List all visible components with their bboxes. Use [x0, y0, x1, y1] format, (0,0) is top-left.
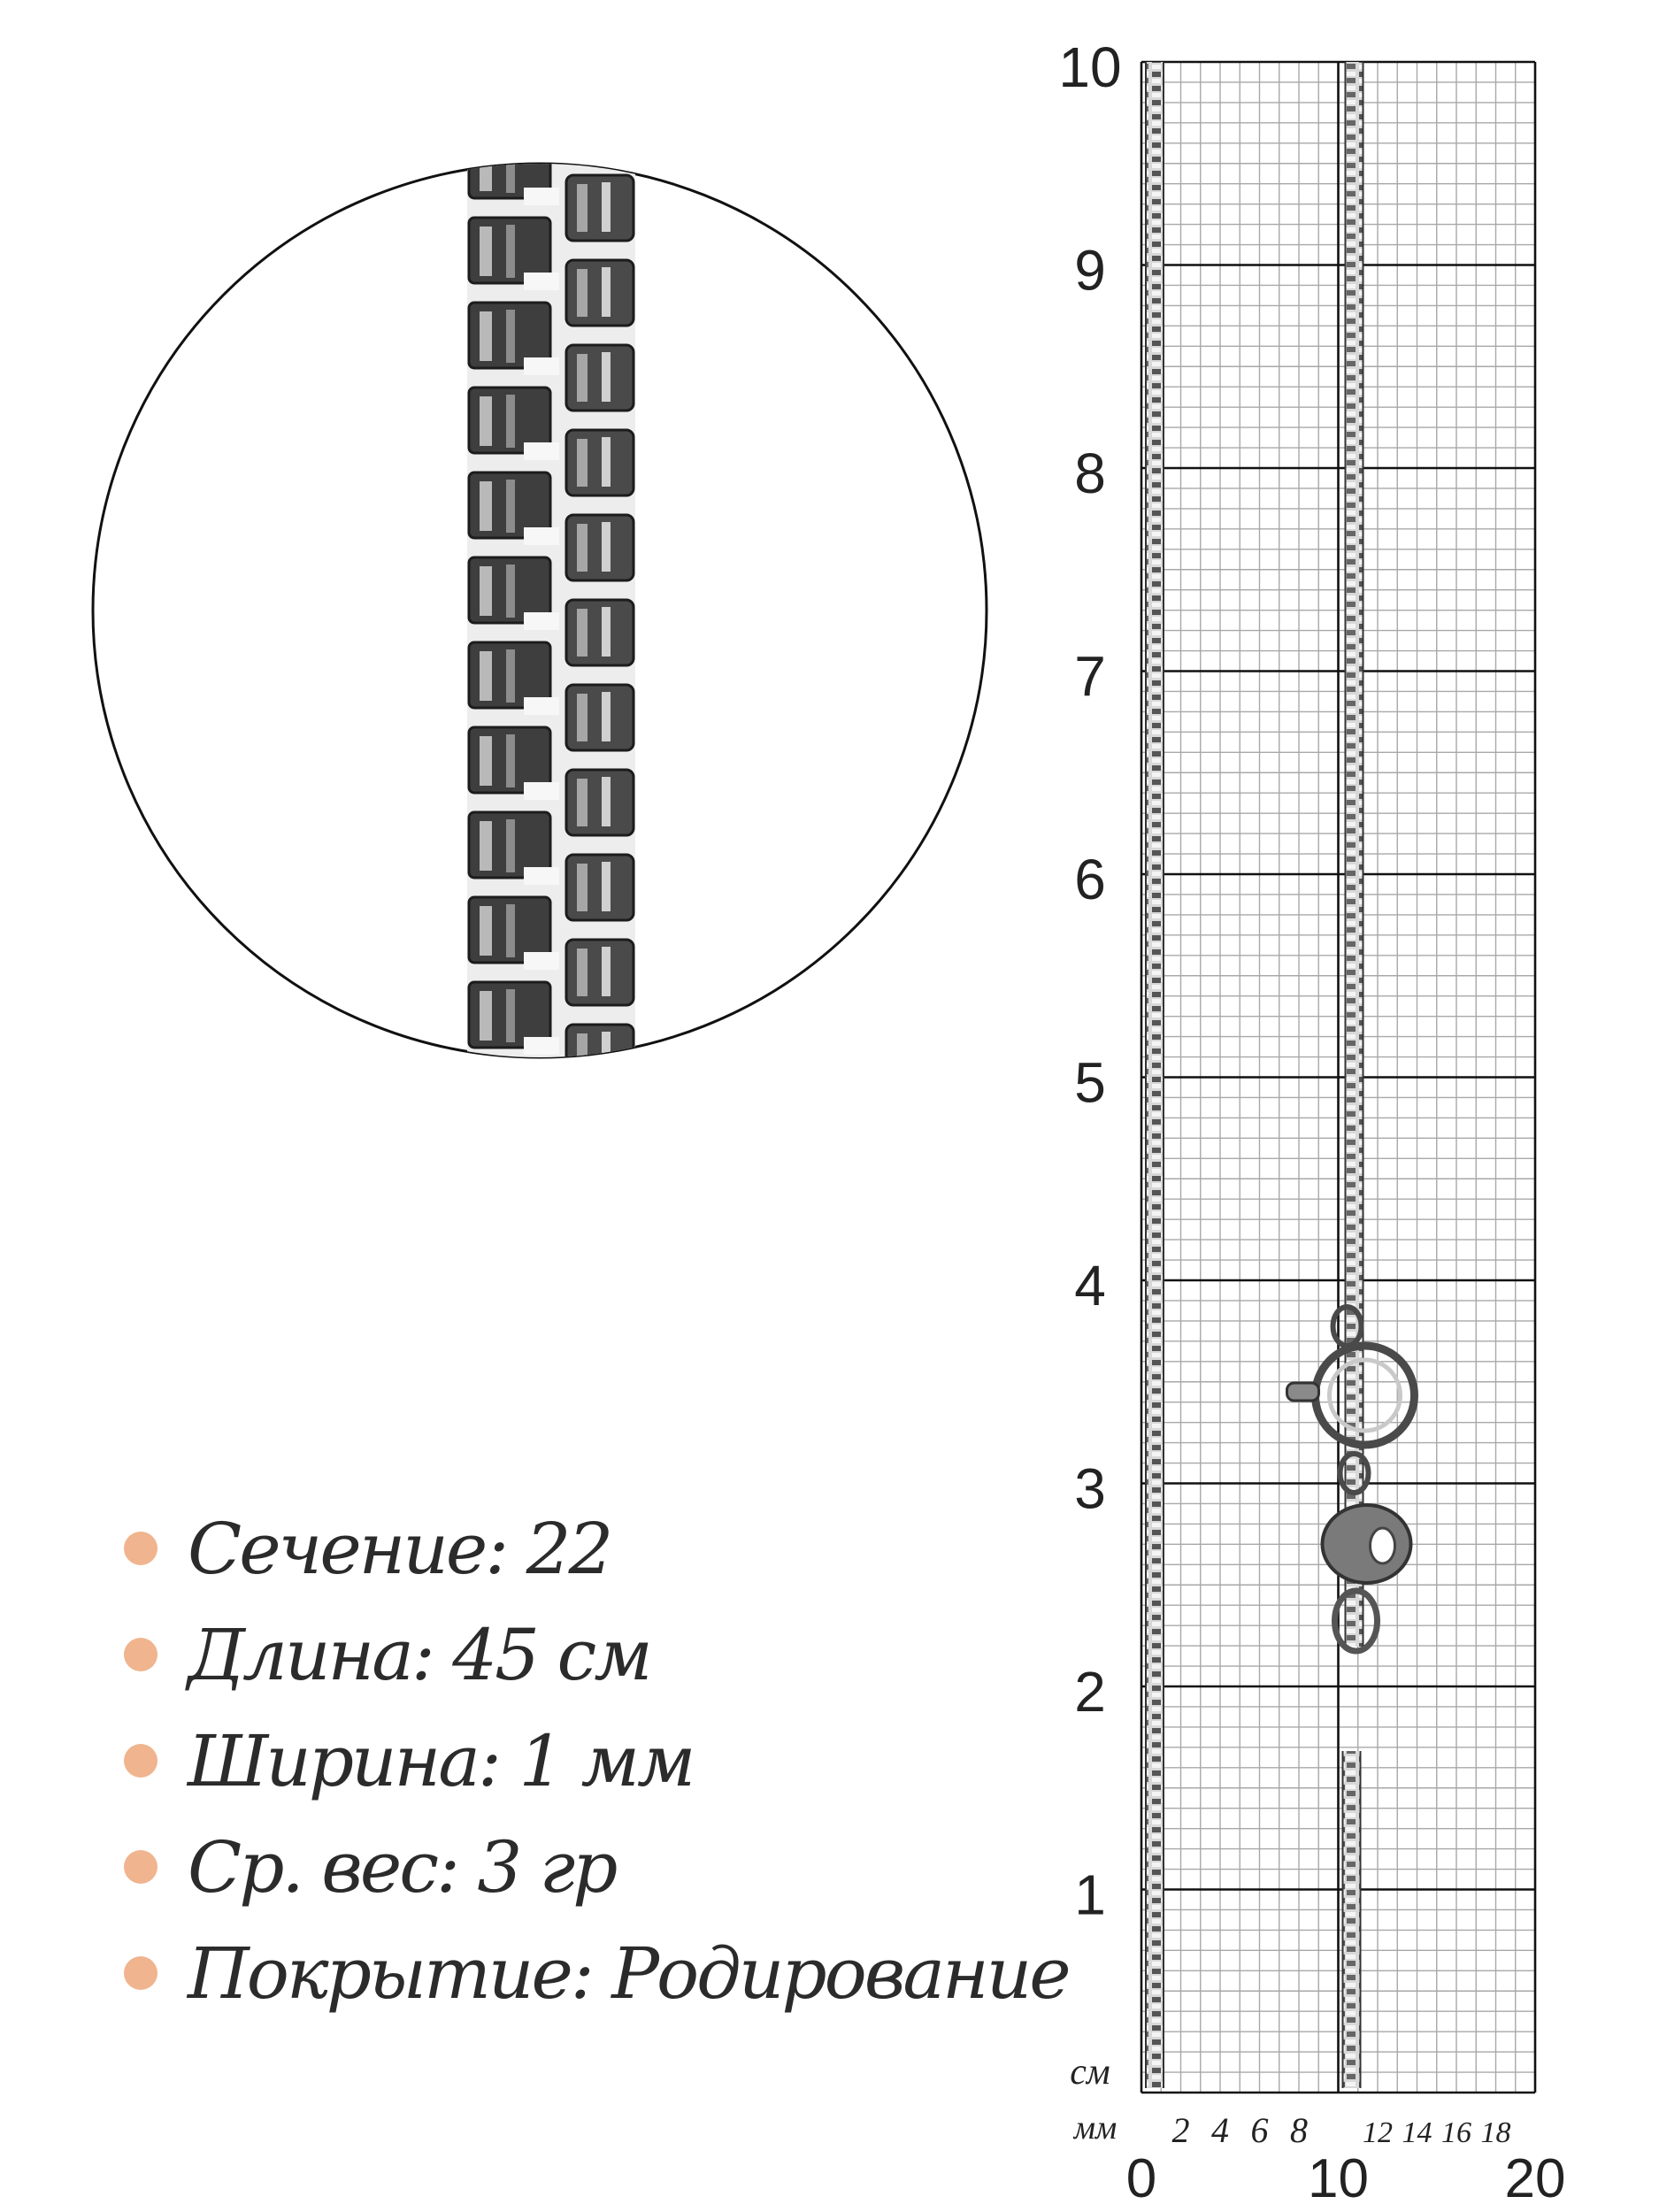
- magnified-link-right: [566, 1025, 634, 1090]
- magnified-link-facet: [577, 694, 588, 741]
- magnified-link-highlight: [524, 357, 559, 375]
- magnified-link-facet: [480, 821, 492, 871]
- magnified-link-highlight: [524, 952, 559, 970]
- mm-big-label: 20: [1504, 2148, 1566, 2209]
- magnified-link-facet: [480, 227, 492, 276]
- mm-small-label: 16: [1441, 2116, 1471, 2149]
- spec-label: Ширина: [188, 1719, 478, 1802]
- magnified-link-right: [566, 260, 634, 326]
- magnified-link-facet: [577, 609, 588, 657]
- magnified-link-right: [566, 345, 634, 411]
- magnified-link-facet: [602, 777, 611, 826]
- magnified-chain-icon: [93, 133, 987, 1090]
- mm-small-label: 4: [1211, 2110, 1229, 2150]
- magnified-link-facet: [577, 524, 588, 572]
- clasp-lever: [1287, 1383, 1319, 1401]
- magnified-link-facet: [480, 651, 492, 701]
- magnified-link-facet: [602, 522, 611, 572]
- magnified-link-facet: [480, 396, 492, 446]
- magnified-link-facet: [506, 989, 515, 1042]
- magnified-link-facet: [480, 736, 492, 786]
- magnified-link-facet: [506, 395, 515, 448]
- magnified-link-facet: [506, 225, 515, 278]
- magnified-link-right: [566, 175, 634, 241]
- magnified-link-right: [566, 515, 634, 580]
- magnified-link-facet: [506, 649, 515, 703]
- magnified-link-highlight: [524, 527, 559, 545]
- magnified-link-facet: [602, 352, 611, 402]
- cm-label: 8: [1074, 442, 1106, 505]
- spec-text: [188, 1826, 615, 1909]
- magnified-link-highlight: [524, 1037, 559, 1055]
- spec-separator: :: [570, 1932, 592, 2015]
- spec-item-length: [124, 1606, 650, 1703]
- magnified-link-facet: [506, 734, 515, 787]
- magnified-link-highlight: [524, 697, 559, 715]
- chain-strand-body: [1343, 1751, 1361, 2088]
- magnified-link-facet: [602, 437, 611, 487]
- bullet-icon: [124, 1850, 157, 1884]
- spec-text: [188, 1614, 650, 1696]
- magnified-link-facet: [577, 864, 588, 911]
- spec-value: Родирование: [611, 1932, 1069, 2015]
- magnified-link-facet: [480, 566, 492, 616]
- magnified-link-facet: [480, 991, 492, 1041]
- magnified-link-right: [566, 940, 634, 1005]
- magnified-link-highlight: [524, 612, 559, 630]
- magnified-link-facet: [577, 1033, 588, 1081]
- spec-label: Ср. вес: [188, 1825, 436, 1909]
- cm-label: 5: [1074, 1050, 1106, 1115]
- spec-item-weight: [124, 1818, 615, 1916]
- spec-separator: :: [485, 1507, 507, 1590]
- magnified-link-right: [566, 600, 634, 665]
- magnified-link-facet: [506, 819, 515, 872]
- mm-small-label: 12: [1363, 2116, 1393, 2149]
- magnified-link-highlight: [524, 188, 559, 205]
- hallmark-hole: [1371, 1528, 1395, 1563]
- magnified-link-facet: [480, 481, 492, 531]
- hallmark-tag: [1323, 1505, 1411, 1583]
- magnified-link-highlight: [524, 782, 559, 800]
- magnified-link-facet: [602, 607, 611, 657]
- spec-value: 45 см: [452, 1613, 650, 1696]
- magnified-link-facet: [602, 947, 611, 996]
- magnified-link-right: [566, 855, 634, 920]
- spec-item-coating: [124, 1924, 1069, 2022]
- mm-unit-label: мм: [1073, 2109, 1118, 2147]
- spec-value: 3 гр: [477, 1825, 616, 1909]
- magnified-link-facet: [577, 269, 588, 317]
- cm-label: 7: [1074, 644, 1106, 709]
- magnified-link-facet: [602, 182, 611, 232]
- magnified-link-facet: [506, 480, 515, 533]
- magnified-link-facet: [480, 906, 492, 956]
- magnified-link-facet: [577, 439, 588, 487]
- magnified-link-right: [566, 430, 634, 495]
- spec-label: Длина: [188, 1613, 411, 1696]
- spec-list: [124, 1500, 1069, 2031]
- spec-separator: :: [411, 1613, 433, 1696]
- magnified-link-facet: [577, 354, 588, 402]
- mm-small-label: 14: [1402, 2116, 1432, 2149]
- spec-item-width: [124, 1712, 693, 1809]
- magnified-link-facet: [480, 311, 492, 361]
- spec-text: [188, 1508, 611, 1590]
- magnified-link-facet: [506, 565, 515, 618]
- cm-label: 9: [1074, 238, 1106, 303]
- ruler-grid: [1141, 62, 1535, 2093]
- magnified-link-facet: [602, 862, 611, 911]
- magnified-link-facet: [506, 904, 515, 957]
- magnified-link-highlight: [524, 867, 559, 885]
- magnified-link-right: [566, 685, 634, 750]
- spec-separator: :: [477, 1719, 499, 1802]
- magnified-link-facet: [577, 949, 588, 996]
- magnified-link-facet: [506, 140, 515, 193]
- magnified-link-highlight: [524, 442, 559, 460]
- spec-value: 22: [526, 1507, 611, 1590]
- magnified-chain-links: [467, 133, 635, 1090]
- magnified-link-facet: [602, 1032, 611, 1081]
- bullet-icon: [124, 1532, 157, 1565]
- cm-label: 1: [1074, 1863, 1106, 1927]
- cm-label: 4: [1074, 1254, 1106, 1317]
- magnified-link-facet: [602, 692, 611, 741]
- spec-separator: :: [436, 1825, 457, 1909]
- cm-label: 6: [1074, 848, 1106, 911]
- magnified-link-facet: [577, 779, 588, 826]
- bullet-icon: [124, 1638, 157, 1671]
- magnified-link-facet: [506, 310, 515, 363]
- bullet-icon: [124, 1956, 157, 1990]
- spec-text: [188, 1932, 1069, 2015]
- mm-small-label: 8: [1290, 2110, 1308, 2150]
- spec-value: 1 мм: [518, 1719, 694, 1802]
- magnified-link-facet: [602, 267, 611, 317]
- spec-text: [188, 1720, 693, 1802]
- bullet-icon: [124, 1744, 157, 1778]
- spec-item-section: [124, 1500, 611, 1597]
- mm-big-label: 0: [1125, 2148, 1157, 2209]
- spec-label: Покрытие: [188, 1932, 571, 2015]
- cm-label: 2: [1074, 1660, 1106, 1724]
- magnified-link-highlight: [524, 273, 559, 290]
- mm-small-label: 6: [1250, 2110, 1269, 2150]
- magnified-link-facet: [577, 184, 588, 232]
- cm-label-10: 10: [1058, 35, 1122, 99]
- chain-strand-body: [1146, 62, 1164, 2088]
- magnified-link-right: [566, 770, 634, 835]
- mm-big-label: 10: [1308, 2148, 1369, 2209]
- cm-unit-label: см: [1070, 2052, 1110, 2093]
- spec-label: Сечение: [188, 1507, 486, 1590]
- chain-strand-body: [1346, 62, 1363, 1647]
- mm-small-label: 18: [1480, 2116, 1511, 2149]
- mm-small-label: 2: [1171, 2110, 1190, 2150]
- cm-label: 3: [1074, 1456, 1106, 1521]
